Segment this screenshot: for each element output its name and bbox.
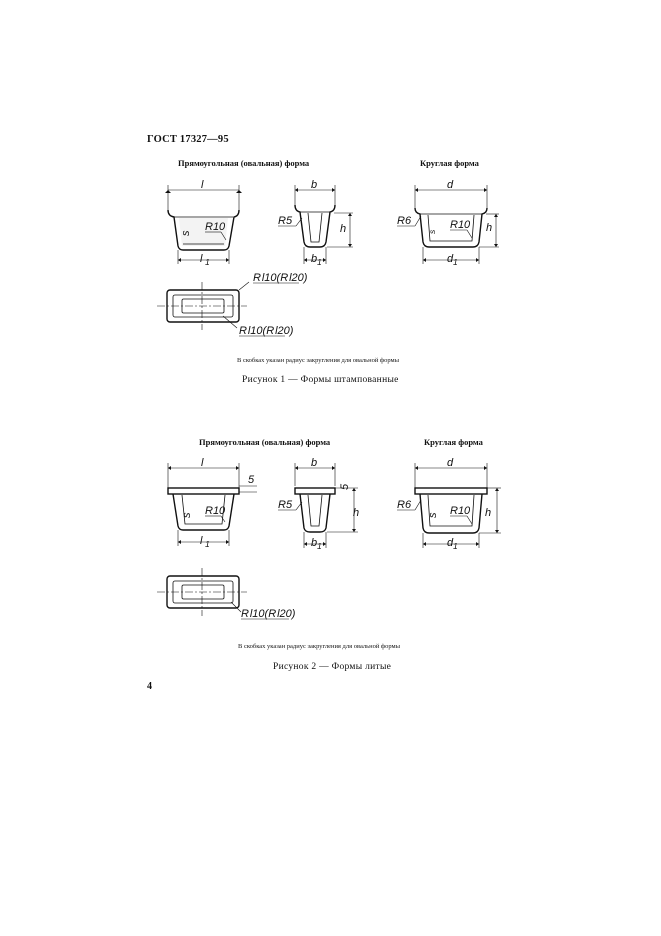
dimension-subscript: 1 <box>205 539 210 549</box>
fig1-r6: R6 <box>397 215 412 227</box>
fig1-round-s: s <box>427 229 437 234</box>
fig2-round-s: s <box>427 512 439 518</box>
fig1-dim-b1: b <box>311 253 318 265</box>
fig1-round-dim-h: h <box>486 222 493 234</box>
document-number: ГОСТ 17327—95 <box>147 134 229 145</box>
fig1-dim-d: d <box>447 179 454 191</box>
dimension-subscript: 1 <box>453 541 458 551</box>
fig2-dim-l1: l <box>200 535 203 547</box>
fig1-rect-plan <box>157 272 308 342</box>
fig2-five-a: 5 <box>248 474 255 486</box>
fig2-r5: R5 <box>278 499 293 511</box>
fig1-dim-s: s <box>180 230 192 236</box>
fig2-round-section <box>397 458 507 558</box>
fig2-title-round: Круглая форма <box>424 437 483 447</box>
fig1-title-rectangular: Прямоугольная (овальная) форма <box>178 158 310 168</box>
fig2-dim-h: h <box>353 507 360 519</box>
fig1-side-section <box>278 180 368 275</box>
fig2-note: В скобках указан радиус закругления для овальной формы <box>238 643 401 650</box>
fig1-r10-rect: R10 <box>205 221 226 233</box>
fig1-dim-b: b <box>311 179 318 191</box>
fig1-r5: R5 <box>278 215 293 227</box>
fig2-dim-b1: b <box>311 537 318 549</box>
fig2-round-r10: R10 <box>450 505 471 517</box>
fig2-r10-rect: R10 <box>205 505 226 517</box>
fig2-dim-d1: d <box>447 537 454 549</box>
fig2-rect-plan <box>157 568 307 628</box>
fig2-dim-d: d <box>447 457 454 469</box>
fig2-title-rectangular: Прямоугольная (овальная) форма <box>199 437 331 447</box>
fig2-dim-s: s <box>181 512 193 518</box>
fig2-dim-b: b <box>311 457 318 469</box>
fig2-five-b: 5 <box>339 483 351 490</box>
fig2-caption: Рисунок 2 — Формы литые <box>273 662 392 672</box>
page-number: 4 <box>147 681 153 692</box>
dimension-subscript: 1 <box>205 257 210 267</box>
fig1-caption: Рисунок 1 — Формы штампованные <box>242 375 399 385</box>
dimension-subscript: 1 <box>317 541 322 551</box>
fig1-dim-d1: d <box>447 253 454 265</box>
fig2-dim-l: l <box>201 457 204 469</box>
fig2-rect-section <box>155 458 265 558</box>
fig1-dim-l: l <box>201 179 204 191</box>
fig1-note: В скобках указан радиус закругления для овальной формы <box>237 357 400 364</box>
fig2-r6: R6 <box>397 499 412 511</box>
fig1-title-round: Круглая форма <box>420 158 479 168</box>
fig1-rl-top: R l10(R l20) <box>253 272 308 284</box>
fig1-round-r10: R10 <box>450 219 471 231</box>
fig1-rect-section <box>155 180 255 275</box>
fig2-side-section <box>278 458 368 558</box>
fig1-dim-l1: l <box>200 253 203 265</box>
dimension-subscript: 1 <box>317 257 322 267</box>
fig2-rl: R l10(R l20) <box>241 608 296 620</box>
fig1-rl-bottom: R l10(R l20) <box>239 325 294 337</box>
fig1-round-section <box>397 180 507 275</box>
fig2-round-dim-h: h <box>485 507 492 519</box>
fig1-dim-h: h <box>340 223 347 235</box>
dimension-subscript: 1 <box>453 257 458 267</box>
